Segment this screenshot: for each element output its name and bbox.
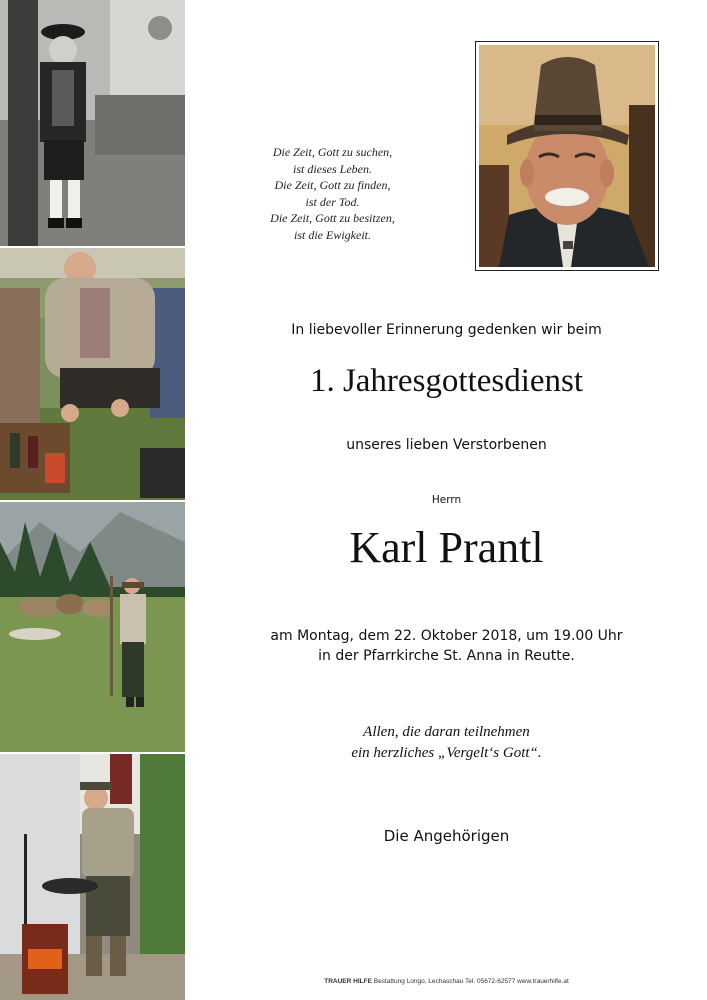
service-date-time: am Montag, dem 22. Oktober 2018, um 19.00 Uhr xyxy=(270,628,623,644)
signature: Die Angehörigen xyxy=(383,827,510,845)
photo-alpine-cows xyxy=(0,502,185,752)
thanks-line: ein herzliches „Vergelt‘s Gott“. xyxy=(351,745,542,761)
footer-contact: Bestattung Longo, Lechaschau Tel. 05672-62577 www.trauerhilfe.at xyxy=(371,978,569,985)
poem-line: Die Zeit, Gott zu suchen, xyxy=(272,145,393,159)
service-location: in der Pfarrkirche St. Anna in Reutte. xyxy=(318,647,575,664)
photo-strip xyxy=(0,0,185,1000)
poem xyxy=(240,144,425,243)
poem-line: ist der Tod. xyxy=(305,194,360,209)
poem-line: ist die Ewigkeit. xyxy=(294,227,371,242)
poem-line: Die Zeit, Gott zu besitzen, xyxy=(270,211,395,225)
intro-text: In liebevoller Erinnerung gedenken wir beim xyxy=(291,322,602,338)
footer-brand: TRAUER HILFE xyxy=(324,978,372,985)
thanks-message xyxy=(186,722,707,764)
photo-roasting-chestnuts xyxy=(0,754,185,1000)
intro-text-2: unseres lieben Verstorbenen xyxy=(346,437,547,453)
poem-line: Die Zeit, Gott zu finden, xyxy=(274,178,391,192)
deceased-name: Karl Prantl xyxy=(349,523,544,572)
footer xyxy=(186,978,707,985)
poem-line: ist dieses Leben. xyxy=(293,161,372,176)
salutation: Herrn xyxy=(431,494,462,506)
photo-boy-traditional-dress xyxy=(0,0,185,246)
photo-meadow-picnic xyxy=(0,248,185,500)
service-details xyxy=(186,627,707,666)
portrait-photo xyxy=(475,41,659,271)
event-title: 1. Jahresgottesdienst xyxy=(309,363,584,399)
thanks-line: Allen, die daran teilnehmen xyxy=(363,724,530,740)
